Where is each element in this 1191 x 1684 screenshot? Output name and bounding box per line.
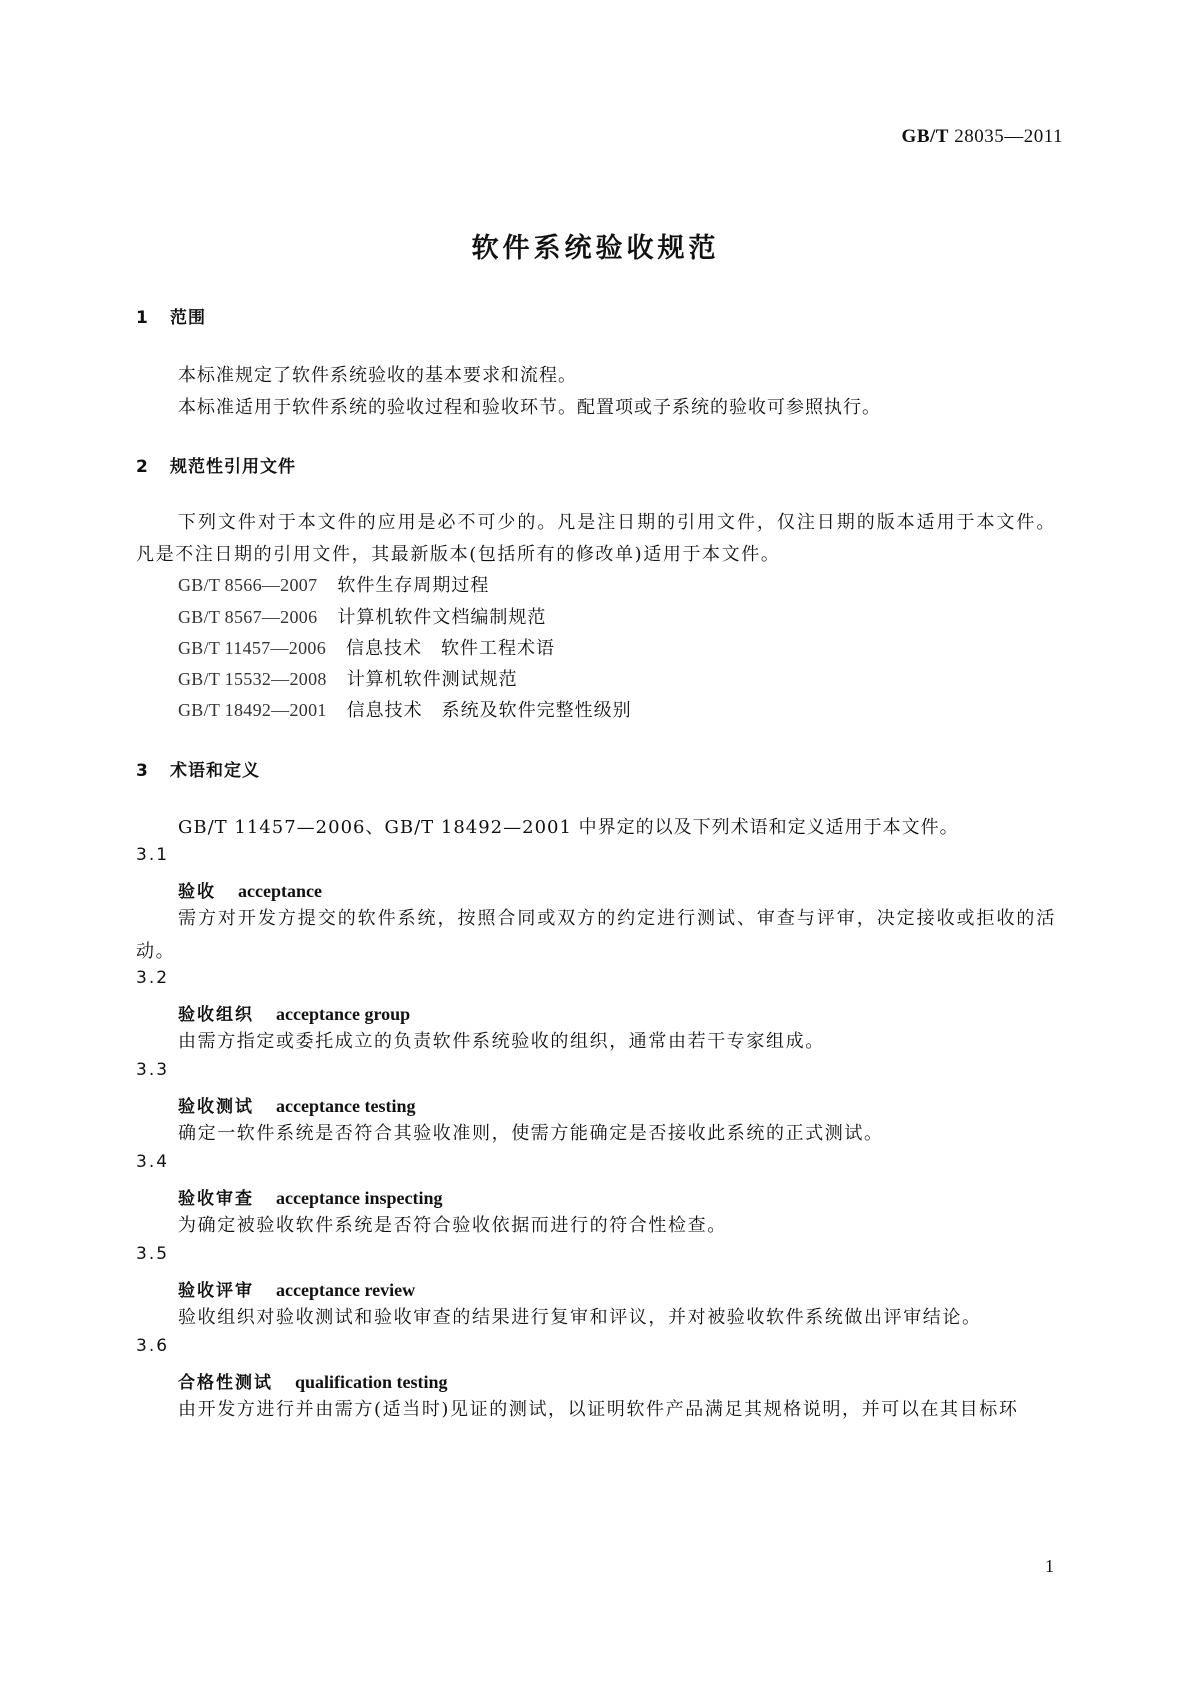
term-definition: 由需方指定或委托成立的负责软件系统验收的组织，通常由若干专家组成。 xyxy=(178,1031,825,1052)
document-title: 软件系统验收规范 xyxy=(471,233,720,264)
term-number: 3.3 xyxy=(136,1060,170,1080)
paragraph: 本标准适用于软件系统的验收过程和验收环节。配置项或子系统的验收可参照执行。 xyxy=(178,397,881,418)
term-number: 3.5 xyxy=(136,1244,170,1264)
reference-title: 计算机软件文档编制规范 xyxy=(337,607,547,628)
term-zh: 验收 xyxy=(178,882,216,902)
term-heading xyxy=(178,1276,415,1301)
paragraph: 下列文件对于本文件的应用是必不可少的。凡是注日期的引用文件，仅注日期的版本适用于本文件。凡是不注日期的引用文件，其最新版本(包括所有的修改单)适用于本文件。 xyxy=(136,512,1056,565)
term-heading xyxy=(178,1368,448,1393)
term-definition: 由开发方进行并由需方(适当时)见证的测试，以证明软件产品满足其规格说明，并可以在其目标环 xyxy=(178,1399,1019,1420)
reference-item xyxy=(178,696,632,722)
term-definition: 需方对开发方提交的软件系统，按照合同或双方的约定进行测试、审查与评审，决定接收或拒收的活动。 xyxy=(136,908,1056,962)
reference-code: GB/T 8566—2007 xyxy=(178,575,318,595)
section-title: 规范性引用文件 xyxy=(170,457,296,477)
term-en: acceptance review xyxy=(276,1280,416,1300)
section-title: 术语和定义 xyxy=(170,761,260,781)
term-definition: 验收组织对验收测试和验收审查的结果进行复审和评议，并对被验收软件系统做出评审结论。 xyxy=(178,1307,982,1328)
reference-title: 信息技术 软件工程术语 xyxy=(346,638,556,659)
section-number: 3 xyxy=(136,761,149,781)
page-number: 1 xyxy=(1045,1556,1054,1576)
term-definition: 为确定被验收软件系统是否符合验收依据而进行的符合性检查。 xyxy=(178,1215,727,1236)
term-heading xyxy=(178,877,322,902)
standard-code: 28035—2011 xyxy=(954,126,1063,147)
term-zh: 验收评审 xyxy=(178,1281,254,1301)
reference-item xyxy=(178,603,546,629)
reference-item xyxy=(178,571,489,597)
term-en: acceptance testing xyxy=(276,1096,416,1116)
term-zh: 验收测试 xyxy=(178,1097,254,1117)
standard-number xyxy=(902,126,1063,148)
reference-item xyxy=(178,634,555,660)
reference-title: 软件生存周期过程 xyxy=(337,575,490,596)
section-1-heading xyxy=(136,303,206,328)
term-heading xyxy=(178,1184,442,1209)
term-number: 3.2 xyxy=(136,968,170,988)
reference-code: GB/T 11457—2006 xyxy=(178,638,327,658)
section-number: 1 xyxy=(136,308,149,328)
term-heading xyxy=(178,1092,415,1117)
standard-prefix: GB/T xyxy=(901,126,949,147)
term-zh: 验收审查 xyxy=(178,1189,254,1209)
section-2-heading xyxy=(136,452,296,477)
reference-title: 信息技术 系统及软件完整性级别 xyxy=(346,700,632,721)
term-en: acceptance inspecting xyxy=(276,1188,443,1208)
section-title: 范围 xyxy=(170,308,206,328)
term-definition: 确定一软件系统是否符合其验收准则，使需方能确定是否接收此系统的正式测试。 xyxy=(178,1123,884,1144)
term-number: 3.4 xyxy=(136,1152,170,1172)
term-zh: 合格性测试 xyxy=(178,1373,273,1393)
term-number: 3.1 xyxy=(136,845,170,865)
reference-code: GB/T 8567—2006 xyxy=(178,607,318,627)
reference-code: GB/T 15532—2008 xyxy=(178,669,327,689)
term-number: 3.6 xyxy=(136,1336,170,1356)
reference-item xyxy=(178,665,518,691)
section-3-heading xyxy=(136,756,260,781)
term-zh: 验收组织 xyxy=(178,1005,254,1025)
section-number: 2 xyxy=(136,457,149,477)
term-heading xyxy=(178,1000,410,1025)
paragraph: GB/T 11457—2006、GB/T 18492—2001 中界定的以及下列术语和定义适用于本文件。 xyxy=(178,817,959,838)
reference-title: 计算机软件测试规范 xyxy=(346,669,518,690)
reference-code: GB/T 18492—2001 xyxy=(178,700,327,720)
term-en: qualification testing xyxy=(295,1372,448,1392)
term-en: acceptance xyxy=(238,881,322,901)
term-en: acceptance group xyxy=(276,1004,411,1024)
paragraph: 本标准规定了软件系统验收的基本要求和流程。 xyxy=(178,365,577,386)
